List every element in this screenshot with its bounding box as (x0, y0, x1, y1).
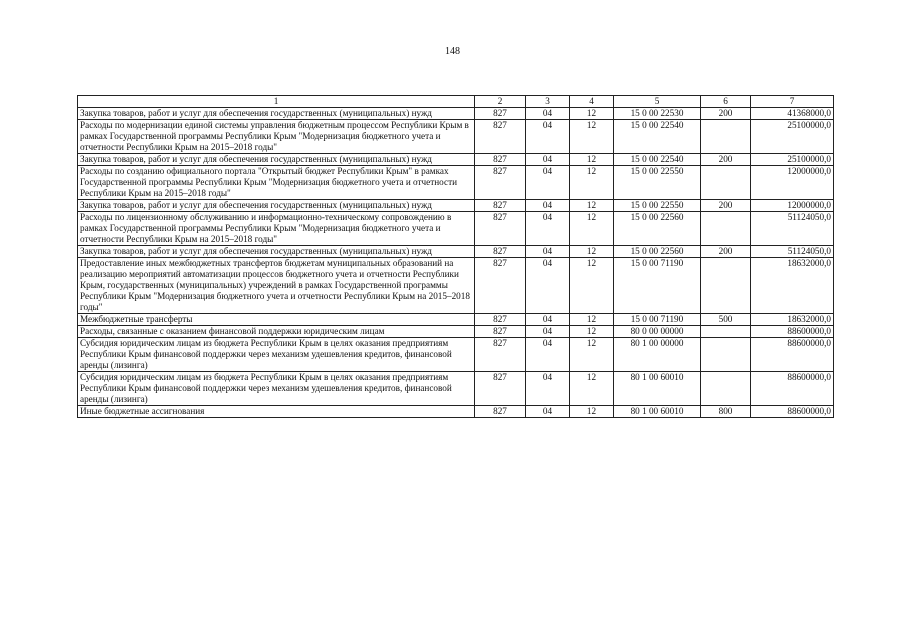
razdel-code: 04 (526, 406, 570, 418)
glava-code: 827 (475, 200, 526, 212)
glava-code: 827 (475, 212, 526, 246)
glava-code: 827 (475, 108, 526, 120)
podrazdel-code: 12 (570, 406, 614, 418)
amount: 18632000,0 (751, 258, 834, 314)
col-header: 4 (570, 96, 614, 108)
target-article-code: 15 0 00 22540 (614, 154, 701, 166)
col-header: 1 (78, 96, 475, 108)
target-article-code: 15 0 00 22540 (614, 120, 701, 154)
target-article-code: 15 0 00 22560 (614, 246, 701, 258)
glava-code: 827 (475, 372, 526, 406)
expense-name: Иные бюджетные ассигнования (78, 406, 475, 418)
razdel-code: 04 (526, 154, 570, 166)
amount: 88600000,0 (751, 338, 834, 372)
amount: 12000000,0 (751, 200, 834, 212)
razdel-code: 04 (526, 246, 570, 258)
expense-name: Закупка товаров, работ и услуг для обеспечения государственных (муниципальных) нужд (78, 246, 475, 258)
expense-type-code: 200 (701, 154, 751, 166)
expense-name: Закупка товаров, работ и услуг для обеспечения государственных (муниципальных) нужд (78, 108, 475, 120)
target-article-code: 80 1 00 00000 (614, 338, 701, 372)
glava-code: 827 (475, 258, 526, 314)
table-row (78, 326, 834, 338)
amount: 88600000,0 (751, 372, 834, 406)
expense-name: Расходы по модернизации единой системы управления бюджетным процессом Республики Крым в рамках Государственной программы Республики Крым "Модернизация бюджетного учета и отчетности Республики Крым на 2015–2018 годы" (78, 120, 475, 154)
expense-type-code (701, 120, 751, 154)
col-header: 5 (614, 96, 701, 108)
expense-name: Субсидия юридическим лицам из бюджета Республики Крым в целях оказания предприятиям Республики Крым финансовой поддержки через механизм удешевления кредитов, финансовой аренды (лизинга) (78, 338, 475, 372)
budget-table (77, 95, 834, 418)
target-article-code: 80 0 00 00000 (614, 326, 701, 338)
expense-type-code (701, 372, 751, 406)
expense-name: Субсидия юридическим лицам из бюджета Республики Крым в целях оказания предприятиям Республики Крым финансовой поддержки через механизм удешевления кредитов, финансовой аренды (лизинга) (78, 372, 475, 406)
table-row (78, 154, 834, 166)
razdel-code: 04 (526, 166, 570, 200)
target-article-code: 15 0 00 22550 (614, 200, 701, 212)
razdel-code: 04 (526, 200, 570, 212)
razdel-code: 04 (526, 120, 570, 154)
expense-name: Закупка товаров, работ и услуг для обеспечения государственных (муниципальных) нужд (78, 154, 475, 166)
podrazdel-code: 12 (570, 372, 614, 406)
col-header: 2 (475, 96, 526, 108)
table-row (78, 406, 834, 418)
razdel-code: 04 (526, 338, 570, 372)
expense-name: Расходы по созданию официального портала "Открытый бюджет Республики Крым" в рамках Государственной программы Республики Крым "Модернизация бюджетного учета и отчетности Республики Крым на 2015–2018 годы" (78, 166, 475, 200)
razdel-code: 04 (526, 108, 570, 120)
podrazdel-code: 12 (570, 212, 614, 246)
glava-code: 827 (475, 338, 526, 372)
expense-type-code (701, 166, 751, 200)
table-row (78, 338, 834, 372)
target-article-code: 15 0 00 22530 (614, 108, 701, 120)
amount: 51124050,0 (751, 246, 834, 258)
amount: 25100000,0 (751, 154, 834, 166)
amount: 51124050,0 (751, 212, 834, 246)
expense-name: Межбюджетные трансферты (78, 314, 475, 326)
table-row (78, 166, 834, 200)
podrazdel-code: 12 (570, 246, 614, 258)
header-row (78, 96, 834, 108)
amount: 88600000,0 (751, 406, 834, 418)
podrazdel-code: 12 (570, 120, 614, 154)
glava-code: 827 (475, 166, 526, 200)
col-header: 3 (526, 96, 570, 108)
expense-type-code: 200 (701, 108, 751, 120)
table-row (78, 246, 834, 258)
target-article-code: 15 0 00 22560 (614, 212, 701, 246)
glava-code: 827 (475, 406, 526, 418)
expense-type-code (701, 212, 751, 246)
glava-code: 827 (475, 314, 526, 326)
table-row (78, 314, 834, 326)
target-article-code: 15 0 00 71190 (614, 258, 701, 314)
razdel-code: 04 (526, 212, 570, 246)
table-row (78, 120, 834, 154)
table-row (78, 200, 834, 212)
amount: 41368000,0 (751, 108, 834, 120)
expense-name: Закупка товаров, работ и услуг для обеспечения государственных (муниципальных) нужд (78, 200, 475, 212)
amount: 18632000,0 (751, 314, 834, 326)
razdel-code: 04 (526, 258, 570, 314)
table-row (78, 108, 834, 120)
podrazdel-code: 12 (570, 154, 614, 166)
expense-name: Предоставление иных межбюджетных трансфертов бюджетам муниципальных образований на реализацию мероприятий автоматизации процессов бюджетного учета и отчетности Республики Крым, государственных (муниципальных) учреждений в рамках Государственной программы Республики Крым "Модернизация бюджетного учета и отчетности Республики Крым на 2015–2018 годы" (78, 258, 475, 314)
expense-type-code: 500 (701, 314, 751, 326)
expense-name: Расходы по лицензионному обслуживанию и информационно-техническому сопровождению в рамках Государственной программы Республики Крым "Модернизация бюджетного учета и отчетности Республики Крым на 2015–2018 годы" (78, 212, 475, 246)
amount: 12000000,0 (751, 166, 834, 200)
amount: 88600000,0 (751, 326, 834, 338)
expense-type-code (701, 326, 751, 338)
glava-code: 827 (475, 120, 526, 154)
razdel-code: 04 (526, 372, 570, 406)
glava-code: 827 (475, 154, 526, 166)
podrazdel-code: 12 (570, 108, 614, 120)
target-article-code: 15 0 00 71190 (614, 314, 701, 326)
razdel-code: 04 (526, 326, 570, 338)
expense-type-code: 800 (701, 406, 751, 418)
podrazdel-code: 12 (570, 338, 614, 372)
target-article-code: 80 1 00 60010 (614, 406, 701, 418)
table-row (78, 258, 834, 314)
expense-type-code: 200 (701, 246, 751, 258)
page-number: 148 (445, 46, 460, 57)
podrazdel-code: 12 (570, 314, 614, 326)
col-header: 7 (751, 96, 834, 108)
expense-type-code: 200 (701, 200, 751, 212)
table-row (78, 212, 834, 246)
podrazdel-code: 12 (570, 326, 614, 338)
expense-type-code (701, 258, 751, 314)
target-article-code: 80 1 00 60010 (614, 372, 701, 406)
target-article-code: 15 0 00 22550 (614, 166, 701, 200)
table-row (78, 372, 834, 406)
expense-type-code (701, 338, 751, 372)
podrazdel-code: 12 (570, 200, 614, 212)
expense-name: Расходы, связанные с оказанием финансовой поддержки юридическим лицам (78, 326, 475, 338)
podrazdel-code: 12 (570, 166, 614, 200)
col-header: 6 (701, 96, 751, 108)
podrazdel-code: 12 (570, 258, 614, 314)
glava-code: 827 (475, 246, 526, 258)
glava-code: 827 (475, 326, 526, 338)
amount: 25100000,0 (751, 120, 834, 154)
razdel-code: 04 (526, 314, 570, 326)
